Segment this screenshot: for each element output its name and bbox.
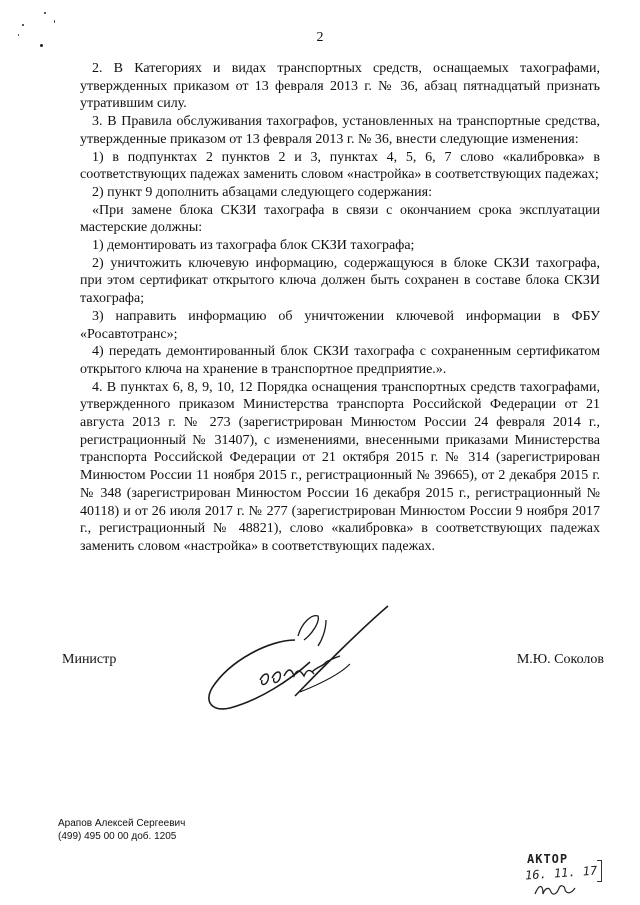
quoted-step-3: 3) направить информацию об уничтожении ключевой информации в ФБУ «Росавтотранс»;	[80, 308, 600, 342]
registration-stamp	[505, 852, 615, 902]
subparagraph-1: 1) в подпунктах 2 пунктов 2 и 3, пунктах 4, 5, 6, 7 слово «калибровка» в соответствующих падежах заменить словом «настройка» в соответствующих падежах;	[80, 149, 600, 183]
paragraph-item-2: 2. В Категориях и видах транспортных средств, оснащаемых тахографами, утвержденных приказом от 13 февраля 2013 г. № 36, абзац пятнадцатый признать утратившим силу.	[80, 61, 600, 112]
paragraph-item-4: 4. В пунктах 6, 8, 9, 10, 12 Порядка оснащения транспортных средств тахографами, утвержденного приказом Министерства транспорта Российской Федерации от 21 августа 2013 г. № 273 (зарегистрирован Минюстом России 24 февраля 2014 г., регистрационный № 31407), с изменениями, внесенными приказами Министерства транспорта Российской Федерации от 21 октября 2015 г. № 314 (зарегистрирован Минюстом России 11 ноября 2015 г., регистрационный № 39665), от 2 декабря 2015 г. № 348 (зарегистрирован Минюстом России 16 декабря 2015 г., регистрационный № 40118) и от 26 июля 2017 г. № 277 (зарегистрирован Минюстом России 9 ноября 2017 г., регистрационный № 48821), слово «калибровка» в соответствующих падежах заменить словом «настройка» в соответствующих падежах.	[80, 379, 600, 554]
stamp-bracket	[597, 860, 602, 882]
page-number: 2	[316, 30, 324, 45]
paragraph-item-3: 3. В Правила обслуживания тахографов, установленных на транспортные средства, утвержденные приказом от 13 февраля 2013 г. № 36, внести следующие изменения:	[80, 114, 600, 147]
signatory-position: Министр	[62, 652, 117, 667]
quoted-step-4: 4) передать демонтированный блок СКЗИ тахографа с сохраненным сертификатом открытого ключа на хранение в транспортное предприятие.».	[80, 344, 600, 377]
stamp-date: 16. 11. 17	[524, 863, 598, 883]
executor-contact	[58, 817, 185, 843]
quoted-step-2: 2) уничтожить ключевую информацию, содержащуюся в блоке СКЗИ тахографа, при этом сертификат открытого ключа должен быть сохранен в составе блока СКЗИ тахографа;	[80, 255, 600, 307]
stamp-label: АКТОР	[527, 852, 569, 866]
stamp-initials	[533, 882, 583, 898]
subparagraph-2: 2) пункт 9 дополнить абзацами следующего содержания:	[92, 184, 432, 200]
handwritten-signature	[200, 600, 390, 720]
document-body	[80, 60, 600, 556]
quoted-intro: «При замене блока СКЗИ тахографа в связи с окончанием срока эксплуатации мастерские должны:	[80, 202, 600, 236]
signatory-name: М.Ю. Соколов	[516, 652, 604, 667]
executor-phone: (499) 495 00 00 доб. 1205	[58, 831, 177, 842]
executor-name: Арапов Алексей Сергеевич	[58, 818, 186, 829]
quoted-step-1: 1) демонтировать из тахографа блок СКЗИ тахографа;	[92, 238, 415, 254]
